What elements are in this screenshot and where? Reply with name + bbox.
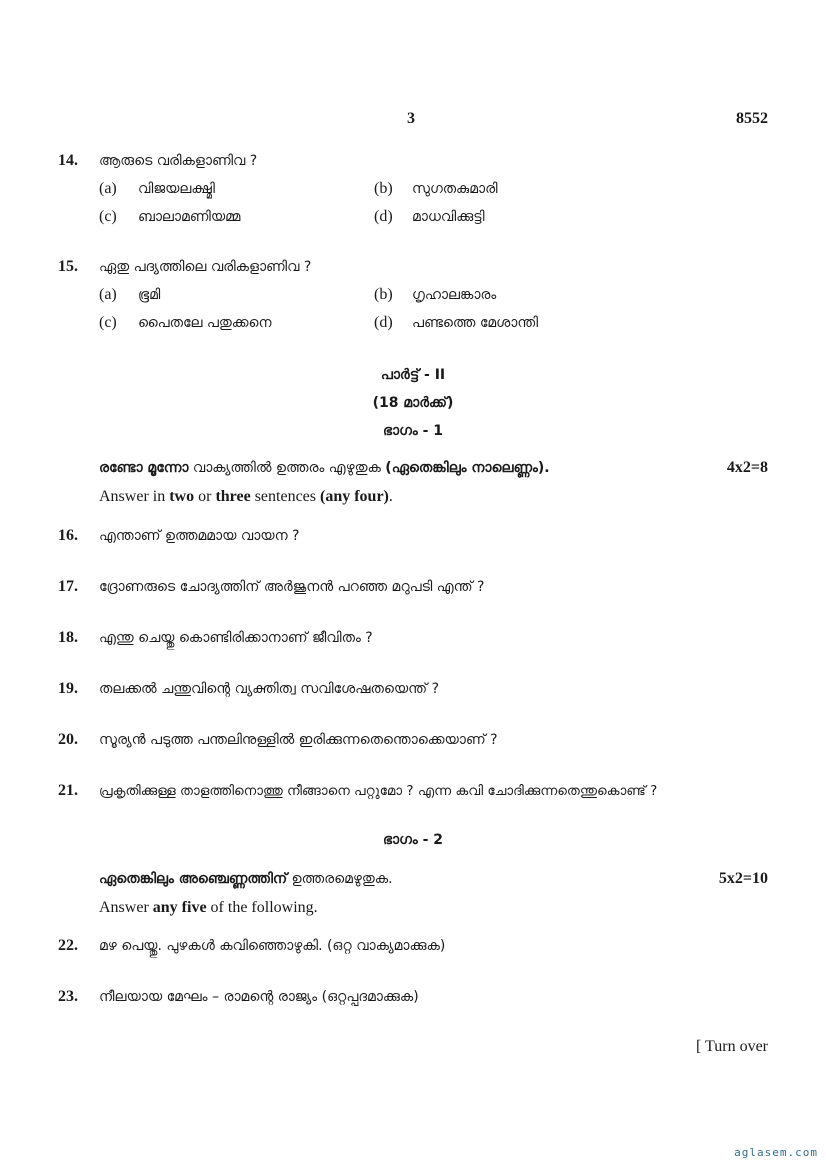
section-title: ഭാഗം - 1 <box>382 423 443 439</box>
instruction-bold: three <box>215 488 251 505</box>
instruction-text: . <box>388 488 393 505</box>
instruction-bold: (ഏതെങ്കിലും നാലെണ്ണം). <box>385 460 550 476</box>
instruction-text: or <box>194 488 216 505</box>
option-text: പണ്ടത്തെ മേശാന്തി <box>412 315 539 331</box>
section-marks: 5x2=10 <box>718 870 768 887</box>
option-label: (c) <box>99 208 117 225</box>
instruction-text: ഉത്തരമെഴുതുക. <box>287 871 393 887</box>
instruction-bold: two <box>169 488 195 505</box>
section-instruction-english <box>99 899 318 917</box>
turn-over-note: [ Turn over <box>695 1038 768 1055</box>
instruction-text: Answer <box>99 899 153 916</box>
instruction-bold: (any four) <box>320 488 389 505</box>
question-text: ദ്രോണരുടെ ചോദ്യത്തിന് അർജുനൻ പറഞ്ഞ മറുപടി എന്ത് ? <box>99 579 485 595</box>
section-instruction <box>99 460 550 476</box>
question-text: സൂര്യൻ പടുത്ത പന്തലിനുള്ളിൽ ഇരിക്കുന്നതെന്തൊക്കെയാണ് ? <box>99 732 498 748</box>
question-number: 19. <box>58 680 78 697</box>
option-label: (d) <box>374 314 393 331</box>
option-text: സുഗതകുമാരി <box>412 181 498 197</box>
question-number: 20. <box>58 731 78 748</box>
question-number: 17. <box>58 578 78 595</box>
option-label: (a) <box>99 180 117 197</box>
section-title: ഭാഗം - 2 <box>382 832 443 848</box>
question-text: എന്താണ് ഉത്തമമായ വായന ? <box>99 528 300 544</box>
option-label: (c) <box>99 314 117 331</box>
instruction-text: വാക്യത്തിൽ ഉത്തരം എഴുതുക <box>188 460 386 476</box>
option-label: (d) <box>374 208 393 225</box>
instruction-text: sentences <box>250 488 320 505</box>
question-text: ആരുടെ വരികളാണിവ ? <box>99 153 258 169</box>
instruction-bold: രണ്ടോ മൂന്നോ <box>99 460 189 476</box>
option-label: (b) <box>374 286 393 303</box>
question-number: 23. <box>58 988 78 1005</box>
option-text: ഗൃഹാലങ്കാരം <box>412 287 497 303</box>
watermark: aglasem.com <box>734 1146 818 1159</box>
part-title: പാർട്ട് - II <box>380 367 446 383</box>
section-instruction-english <box>99 488 393 506</box>
question-number: 15. <box>58 258 78 275</box>
question-number: 22. <box>58 937 78 954</box>
question-number: 18. <box>58 629 78 646</box>
question-number: 16. <box>58 527 78 544</box>
option-text: പൈതലേ പതുക്കനെ <box>138 315 272 331</box>
instruction-bold: any five <box>152 899 207 916</box>
question-text: നീലയായ മേഘം – രാമന്റെ രാജ്യം (ഒറ്റപ്പദമാക്കുക) <box>99 989 419 1005</box>
question-text: തലക്കൽ ചന്തുവിന്റെ വ്യക്തിത്വ സവിശേഷതയെന്ത് ? <box>99 681 440 697</box>
question-text: ഏതു പദ്യത്തിലെ വരികളാണിവ ? <box>99 259 312 275</box>
option-text: ഭൂമി <box>138 287 161 303</box>
question-number: 21. <box>58 782 78 799</box>
question-number: 14. <box>58 152 78 169</box>
option-text: ബാലാമണിയമ്മ <box>138 209 241 225</box>
question-text: പ്രകൃതിക്കുള്ള താളത്തിനൊത്തു നീങ്ങാനെ പറ്റുമോ ? എന്ന കവി ചോദിക്കുന്നതെന്തുകൊണ്ട് ? <box>99 783 658 799</box>
question-text: എന്തു ചെയ്തു കൊണ്ടിരിക്കാനാണ് ജീവിതം ? <box>99 630 373 646</box>
option-label: (b) <box>374 180 393 197</box>
section-instruction <box>99 871 393 887</box>
instruction-text: of the following. <box>206 899 318 916</box>
section-marks: 4x2=8 <box>726 459 768 476</box>
part-marks: (18 മാർക്ക്) <box>372 395 454 411</box>
instruction-text: Answer in <box>99 488 170 505</box>
option-text: വിജയലക്ഷ്മി <box>138 181 215 197</box>
instruction-bold: ഏതെങ്കിലും അഞ്ചെണ്ണത്തിന് <box>99 871 288 887</box>
page-number: 3 <box>407 110 415 127</box>
paper-code: 8552 <box>736 110 768 127</box>
option-text: മാധവിക്കുട്ടി <box>412 209 485 225</box>
question-text: മഴ പെയ്തു. പുഴകൾ കവിഞ്ഞൊഴുകി. (ഒറ്റ വാക്യമാക്കുക) <box>99 938 446 954</box>
option-label: (a) <box>99 286 117 303</box>
